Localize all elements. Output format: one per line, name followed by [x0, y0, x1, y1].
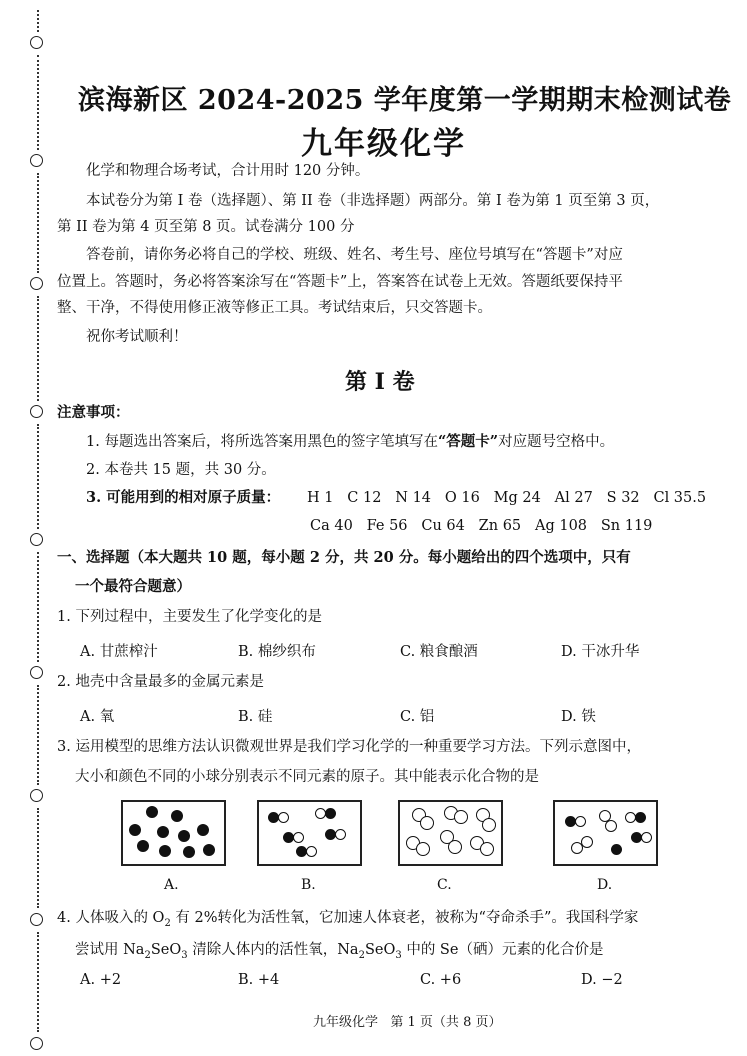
diagram-label-c: C.	[437, 877, 452, 893]
light-atom	[482, 818, 496, 832]
diagram-label-b: B.	[301, 877, 316, 893]
dark-atom	[137, 840, 149, 852]
intro-line: 化学和物理合场考试，合计用时 120 分钟。	[86, 163, 370, 179]
exam-title: 滨海新区 2024-2025 学年度第一学期期末检测试卷	[78, 85, 732, 116]
dark-atom	[171, 810, 183, 822]
light-atom	[293, 832, 304, 843]
note-item-2: 2. 本卷共 15 题，共 30 分。	[86, 462, 276, 478]
q4-subscript: 3	[181, 949, 188, 961]
light-atom	[448, 840, 462, 854]
dark-atom	[197, 824, 209, 836]
note-item-3-label: 3. 可能用到的相对原子质量：	[86, 489, 281, 506]
q4-text: SeO	[364, 942, 396, 958]
q4-text: 中的 Se（硒）元素的化合价是	[401, 942, 604, 958]
q2-option-c: C. 铝	[400, 709, 435, 725]
q4-text: SeO	[150, 942, 182, 958]
q2-option-b: B. 硅	[238, 709, 273, 725]
question-4-stem	[57, 908, 638, 934]
dark-atom	[183, 846, 195, 858]
q1-option-c: C. 粮食酿酒	[400, 644, 478, 660]
light-atom	[575, 816, 586, 827]
intro-line: 整、干净，不得使用修正液等修正工具。考试结束后，只交答题卡。	[57, 300, 492, 316]
binding-margin	[30, 0, 46, 1056]
binding-hole	[30, 789, 43, 802]
dark-atom	[129, 824, 141, 836]
dotted-line	[37, 10, 41, 32]
q4-option-b: B. +4	[238, 972, 280, 988]
binding-hole	[30, 277, 43, 290]
light-atom	[605, 820, 617, 832]
q4-option-d: D. −2	[581, 972, 623, 988]
q4-text: 清除人体内的活性氧，Na	[187, 942, 359, 958]
q1-option-b: B. 棉纱织布	[238, 644, 316, 660]
page-footer: 九年级化学 第 1 页（共 8 页）	[313, 1015, 502, 1030]
dark-atom	[203, 844, 215, 856]
dotted-line	[37, 424, 41, 529]
q4-subscript: 2	[144, 949, 151, 961]
question-4-stem	[75, 940, 603, 966]
dark-atom	[178, 830, 190, 842]
light-atom	[306, 846, 317, 857]
section-title: 第 I 卷	[345, 369, 415, 395]
binding-hole	[30, 154, 43, 167]
note-item-1	[86, 432, 614, 452]
intro-line: 本试卷分为第 I 卷（选择题）、第 II 卷（非选择题）两部分。第 I 卷为第 1 页至第 3 页，	[86, 193, 660, 209]
q4-text: 尝试用 Na	[75, 942, 145, 958]
exam-subject-title: 九年级化学	[301, 126, 466, 162]
q4-subscript: 3	[395, 949, 402, 961]
dark-atom	[159, 845, 171, 857]
light-atom	[454, 810, 468, 824]
binding-hole	[30, 36, 43, 49]
dotted-line	[37, 55, 41, 150]
dark-atom	[146, 806, 158, 818]
q1-option-d: D. 干冰升华	[561, 644, 640, 660]
dark-atom	[611, 844, 622, 855]
question-2-stem: 2. 地壳中含量最多的金属元素是	[57, 674, 264, 690]
dark-atom	[635, 812, 646, 823]
light-atom	[416, 842, 430, 856]
q2-option-a: A. 氧	[80, 709, 115, 725]
dotted-line	[37, 296, 41, 401]
intro-line: 答卷前，请你务必将自己的学校、班级、姓名、考生号、座位号填写在“答题卡”对应	[86, 247, 623, 263]
intro-line: 位置上。答题时，务必将答案涂写在“答题卡”上，答案答在试卷上无效。答题纸要保持平	[57, 274, 623, 290]
notes-heading: 注意事项：	[57, 404, 130, 421]
atomic-masses-line1: H 1 C 12 N 14 O 16 Mg 24 Al 27 S 32 Cl 35.5	[307, 490, 707, 506]
binding-hole	[30, 533, 43, 546]
light-atom	[641, 832, 652, 843]
light-atom	[571, 842, 583, 854]
light-atom	[335, 829, 346, 840]
q1-option-a: A. 甘蔗榨汁	[80, 644, 158, 660]
q4-subscript: 2	[164, 917, 171, 929]
diagram-label-d: D.	[597, 877, 613, 893]
note-text: 1. 每题选出答案后，将所选答案用黑色的签字笔填写在	[86, 434, 438, 450]
part-heading: 一、选择题（本大题共 10 题，每小题 2 分，共 20 分。每小题给出的四个选项中，只有	[57, 549, 631, 566]
dotted-line	[37, 552, 41, 662]
question-3-stem: 3. 运用模型的思维方法认识微观世界是我们学习化学的一种重要学习方法。下列示意图中，	[57, 739, 641, 755]
part-heading: 一个最符合题意）	[75, 578, 191, 595]
dotted-line	[37, 932, 41, 1032]
note-text: 对应题号空格中。	[498, 434, 615, 450]
particle-diagram-a	[121, 800, 226, 866]
diagram-label-a: A.	[164, 877, 179, 893]
question-3-stem: 大小和颜色不同的小球分别表示不同元素的原子。其中能表示化合物的是	[75, 769, 539, 785]
dotted-line	[37, 685, 41, 785]
binding-hole	[30, 1037, 43, 1050]
q2-option-d: D. 铁	[561, 709, 596, 725]
atomic-masses-line2: Ca 40 Fe 56 Cu 64 Zn 65 Ag 108 Sn 119	[310, 518, 653, 534]
dotted-line	[37, 808, 41, 908]
binding-hole	[30, 913, 43, 926]
q4-option-a: A. +2	[80, 972, 122, 988]
particle-diagram-d	[553, 800, 658, 866]
light-atom	[480, 842, 494, 856]
intro-line: 第 II 卷为第 4 页至第 8 页。试卷满分 100 分	[57, 219, 355, 235]
binding-hole	[30, 405, 43, 418]
q4-option-c: C. +6	[420, 972, 462, 988]
dark-atom	[325, 808, 336, 819]
q4-text: 有 2%转化为活性氧，它加速人体衰老，被称为“夺命杀手”。我国科学家	[170, 910, 639, 926]
particle-diagram-c	[398, 800, 503, 866]
q4-subscript: 2	[358, 949, 365, 961]
binding-hole	[30, 666, 43, 679]
light-atom	[278, 812, 289, 823]
light-atom	[420, 816, 434, 830]
dark-atom	[157, 826, 169, 838]
particle-diagram-b	[257, 800, 362, 866]
intro-line: 祝你考试顺利！	[86, 329, 188, 345]
dotted-line	[37, 173, 41, 273]
q4-text: 4. 人体吸入的 O	[57, 910, 165, 926]
question-1-stem: 1. 下列过程中，主要发生了化学变化的是	[57, 609, 322, 625]
note-text-bold: “答题卡”	[437, 433, 499, 450]
